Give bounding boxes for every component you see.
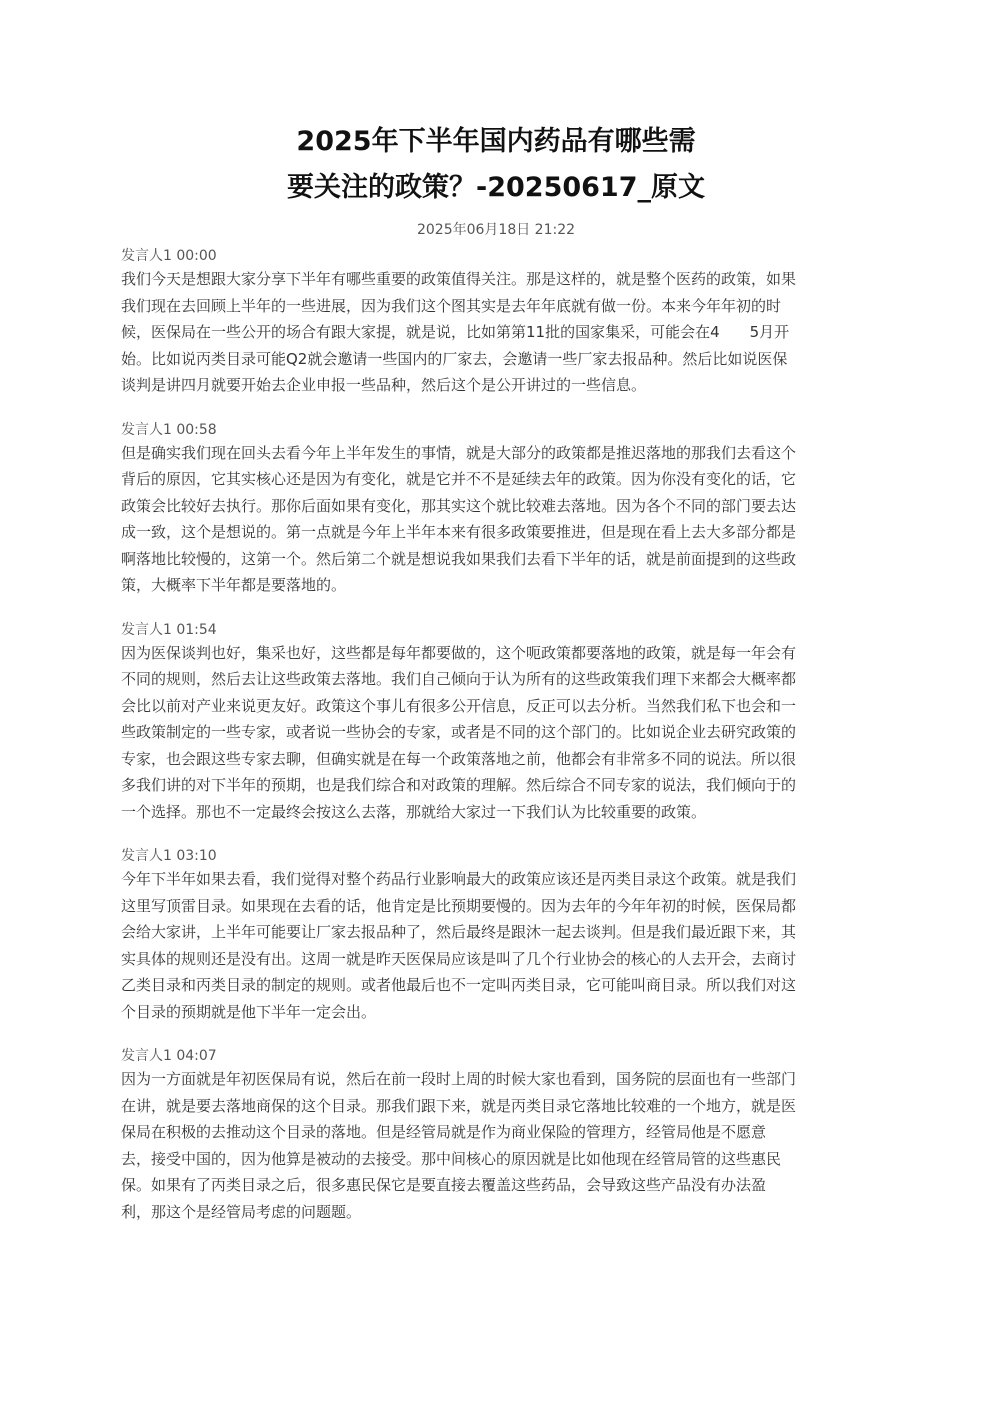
document-title-line: 2025年下半年国内药品有哪些需 (296, 126, 696, 157)
transcript-line: 乙类目录和丙类目录的制定的规则。或者他最后也不一定叫丙类目录，它可能叫商目录。所以我们对这 (121, 976, 797, 994)
transcript-body (121, 245, 873, 1246)
transcript-line: 保局在积极的去推动这个目录的落地。但是经管局就是作为商业保险的管理方，经管局他是不愿意 (121, 1123, 767, 1141)
transcript-line: 成一致，这个是想说的。第一点就是今年上半年本来有很多政策要推进，但是现在看上去大多部分都是 (121, 523, 797, 541)
document-title-line: 要关注的政策？-20250617_原文 (287, 172, 705, 203)
transcript-line: 背后的原因，它其实核心还是因为有变化，就是它并不不是延续去年的政策。因为你没有变化的话，它 (121, 470, 797, 488)
transcript-line: 在讲，就是要去落地商保的这个目录。那我们跟下来，就是丙类目录它落地比较难的一个地方，就是医 (121, 1096, 797, 1115)
transcript-line: 策，大概率下半年都是要落地的。 (121, 576, 347, 594)
transcript-line: 实具体的规则还是没有出。这周一就是昨天医保局应该是叫了几个行业协会的核心的人去开会，去商讨 (121, 949, 797, 968)
transcript-line: 会给大家讲，上半年可能要让厂家去报品种了，然后最终是跟沐一起去谈判。但是我们最近跟下来，其 (121, 923, 797, 941)
transcript-line: 始。比如说丙类目录可能Q2就会邀请一些国内的厂家去，会邀请一些厂家去报品种。然后比如说医保 (121, 349, 788, 368)
transcript-line: 今年下半年如果去看，我们觉得对整个药品行业影响最大的政策应该还是丙类目录这个政策。就是我们 (121, 870, 797, 888)
speaker-timestamp: 发言人1 00:58 (121, 421, 217, 438)
speaker-timestamp: 发言人1 00:00 (121, 248, 217, 264)
transcript-line: 啊落地比较慢的，这第一个。然后第二个就是想说我如果我们去看下半年的话，就是前面提到的这些政 (121, 549, 797, 568)
transcript-line: 一个选择。那也不一定最终会按这么去落，那就给大家过一下我们认为比较重要的政策。 (121, 802, 707, 821)
transcript-line: 专家，也会跟这些专家去聊，但确实就是在每一个政策落地之前，他都会有非常多不同的说法。所以很 (121, 749, 797, 768)
transcript-line: 谈判是讲四月就要开始去企业申报一些品种，然后这个是公开讲过的一些信息。 (121, 376, 647, 394)
transcript-line: 因为医保谈判也好，集采也好，这些都是每年都要做的，这个呃政策都要落地的政策，就是每一年会有 (121, 643, 797, 662)
transcript-line: 因为一方面就是年初医保局有说，然后在前一段时上周的时候大家也看到，国务院的层面也有一些部门 (121, 1070, 797, 1088)
transcript-segment (121, 420, 873, 599)
transcript-line: 但是确实我们现在回头去看今年上半年发生的事情，就是大部分的政策都是推迟落地的那我们去看这个 (121, 443, 797, 462)
speaker-timestamp: 发言人1 01:54 (121, 621, 217, 638)
transcript-line: 候，医保局在一些公开的场合有跟大家提，就是说，比如第第11批的国家集采，可能会在4 5月开 (121, 323, 790, 341)
transcript-line: 我们今天是想跟大家分享下半年有哪些重要的政策值得关注。那是这样的，就是整个医药的政策，如果 (121, 270, 797, 288)
transcript-segment (121, 1046, 873, 1225)
transcript-line: 这里写顶雷目录。如果现在去看的话，他肯定是比预期要慢的。因为去年的今年年初的时候，医保局都 (121, 896, 797, 915)
transcript-line: 我们现在去回顾上半年的一些进展，因为我们这个图其实是去年年底就有做一份。本来今年年初的时 (121, 296, 782, 315)
transcript-line: 去，接受中国的，因为他算是被动的去接受。那中间核心的原因就是比如他现在经管局管的这些惠民 (121, 1149, 782, 1168)
speaker-timestamp: 发言人1 03:10 (121, 848, 217, 864)
transcript-line: 多我们讲的对下半年的预期，也是我们综合和对政策的理解。然后综合不同专家的说法，我们倾向于的 (121, 776, 797, 794)
transcript-line: 不同的规则，然后去让这些政策去落地。我们自己倾向于认为所有的这些政策我们理下来都会大概率都 (121, 670, 797, 688)
transcript-segment (121, 620, 873, 826)
transcript-line: 保。如果有了丙类目录之后，很多惠民保它是要直接去覆盖这些药品，会导致这些产品没有办法盈 (121, 1176, 767, 1194)
document-title (0, 119, 992, 211)
transcript-line: 个目录的预期就是他下半年一定会出。 (121, 1002, 377, 1021)
transcript-line: 会比以前对产业来说更友好。政策这个事儿有很多公开信息，反正可以去分析。当然我们私下也会和一 (121, 696, 797, 715)
transcript-line: 些政策制定的一些专家，或者说一些协会的专家，或者是不同的这个部门的。比如说企业去研究政策的 (121, 723, 797, 741)
transcript-line: 利，那这个是经管局考虑的问题题。 (121, 1202, 362, 1221)
speaker-timestamp: 发言人1 04:07 (121, 1048, 217, 1064)
document-date: 2025年06月18日 21:22 (416, 222, 576, 238)
transcript-line: 政策会比较好去执行。那你后面如果有变化，那其实这个就比较难去落地。因为各个不同的部门要去达 (121, 496, 797, 515)
transcript-segment (121, 246, 873, 399)
transcript-segment (121, 846, 873, 1025)
